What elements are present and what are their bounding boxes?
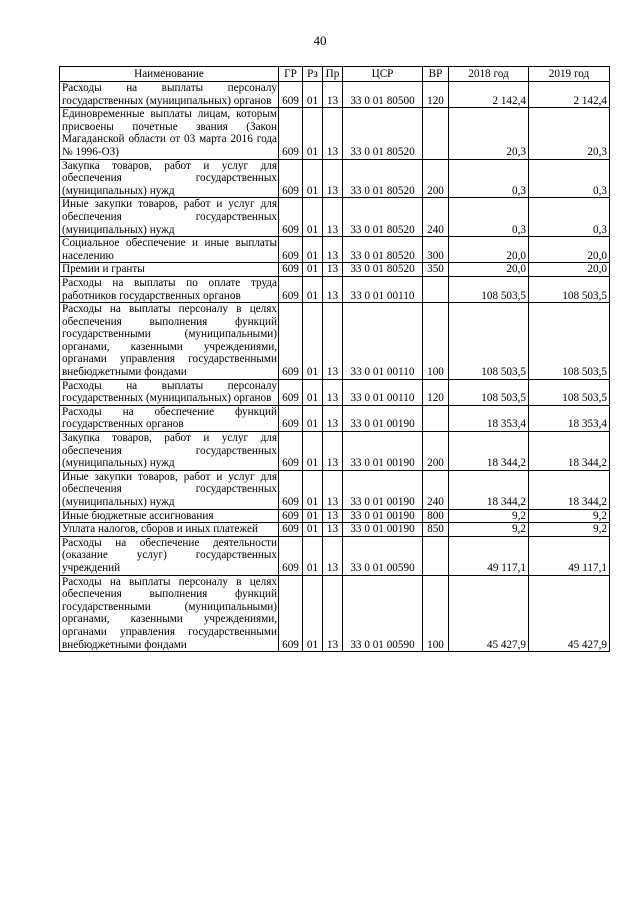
cell-2018: 18 344,2	[449, 432, 529, 471]
cell-2019: 45 427,9	[529, 575, 610, 652]
cell-pr: 13	[323, 509, 343, 523]
cell-vr: 800	[423, 509, 449, 523]
cell-gr: 609	[279, 263, 303, 277]
cell-gr: 609	[279, 575, 303, 652]
table-header-row	[60, 67, 610, 82]
table-row	[60, 523, 610, 537]
cell-csr: 33 0 01 80520	[343, 198, 423, 237]
cell-vr: 850	[423, 523, 449, 537]
table-row	[60, 470, 610, 509]
cell-csr: 33 0 01 00190	[343, 405, 423, 431]
cell-2018: 9,2	[449, 509, 529, 523]
cell-rz: 01	[303, 509, 323, 523]
table-row	[60, 575, 610, 652]
budget-table	[59, 66, 610, 652]
table-row	[60, 536, 610, 575]
table-row	[60, 303, 610, 380]
cell-pr: 13	[323, 432, 343, 471]
cell-name: Премии и гранты	[60, 263, 279, 277]
cell-gr: 609	[279, 303, 303, 380]
cell-csr: 33 0 01 00110	[343, 379, 423, 405]
cell-2018: 108 503,5	[449, 303, 529, 380]
cell-vr	[423, 276, 449, 302]
cell-rz: 01	[303, 108, 323, 159]
cell-pr: 13	[323, 536, 343, 575]
cell-pr: 13	[323, 470, 343, 509]
cell-rz: 01	[303, 379, 323, 405]
cell-csr: 33 0 01 00110	[343, 276, 423, 302]
cell-2019: 2 142,4	[529, 82, 610, 108]
cell-rz: 01	[303, 276, 323, 302]
header-2018: 2018 год	[449, 67, 529, 82]
header-vr: ВР	[423, 67, 449, 82]
cell-gr: 609	[279, 108, 303, 159]
cell-2018: 20,0	[449, 237, 529, 263]
cell-rz: 01	[303, 303, 323, 380]
header-name: Наименование	[60, 67, 279, 82]
cell-vr: 120	[423, 379, 449, 405]
cell-name: Расходы на выплаты по оплате труда работников государственных органов	[60, 276, 279, 302]
cell-2019: 20,0	[529, 263, 610, 277]
cell-gr: 609	[279, 237, 303, 263]
cell-vr: 120	[423, 82, 449, 108]
cell-csr: 33 0 01 00190	[343, 509, 423, 523]
header-pr: Пр	[323, 67, 343, 82]
table-row	[60, 237, 610, 263]
cell-pr: 13	[323, 198, 343, 237]
cell-2019: 0,3	[529, 159, 610, 198]
cell-vr: 200	[423, 159, 449, 198]
cell-pr: 13	[323, 276, 343, 302]
cell-name: Расходы на обеспечение деятельности (оказание услуг) государственных учреждений	[60, 536, 279, 575]
cell-csr: 33 0 01 00190	[343, 470, 423, 509]
cell-rz: 01	[303, 523, 323, 537]
cell-pr: 13	[323, 405, 343, 431]
cell-vr: 200	[423, 432, 449, 471]
cell-gr: 609	[279, 82, 303, 108]
cell-rz: 01	[303, 575, 323, 652]
table-row	[60, 159, 610, 198]
cell-2019: 9,2	[529, 523, 610, 537]
cell-2019: 18 344,2	[529, 432, 610, 471]
cell-name: Единовременные выплаты лицам, которым присвоены почетные звания (Закон Магаданской области от 03 марта 2016 года № 1996-ОЗ)	[60, 108, 279, 159]
table-row	[60, 276, 610, 302]
table-row	[60, 82, 610, 108]
cell-name: Иные закупки товаров, работ и услуг для обеспечения государственных (муниципальных) нужд	[60, 198, 279, 237]
cell-csr: 33 0 01 80520	[343, 263, 423, 277]
cell-2018: 20,0	[449, 263, 529, 277]
cell-rz: 01	[303, 470, 323, 509]
cell-csr: 33 0 01 00110	[343, 303, 423, 380]
cell-gr: 609	[279, 536, 303, 575]
cell-gr: 609	[279, 432, 303, 471]
cell-gr: 609	[279, 405, 303, 431]
cell-csr: 33 0 01 00590	[343, 575, 423, 652]
cell-csr: 33 0 01 00190	[343, 523, 423, 537]
cell-2019: 18 344,2	[529, 470, 610, 509]
cell-2018: 45 427,9	[449, 575, 529, 652]
cell-pr: 13	[323, 237, 343, 263]
cell-name: Расходы на выплаты персоналу государственных (муниципальных) органов	[60, 379, 279, 405]
cell-2019: 18 353,4	[529, 405, 610, 431]
cell-vr: 100	[423, 303, 449, 380]
header-csr: ЦСР	[343, 67, 423, 82]
cell-2018: 0,3	[449, 159, 529, 198]
page-number: 40	[313, 33, 327, 48]
cell-gr: 609	[279, 379, 303, 405]
cell-vr: 240	[423, 470, 449, 509]
cell-gr: 609	[279, 159, 303, 198]
cell-2019: 49 117,1	[529, 536, 610, 575]
cell-vr: 240	[423, 198, 449, 237]
cell-pr: 13	[323, 263, 343, 277]
table-row	[60, 379, 610, 405]
cell-rz: 01	[303, 432, 323, 471]
cell-2018: 20,3	[449, 108, 529, 159]
cell-name: Иные закупки товаров, работ и услуг для обеспечения государственных (муниципальных) нужд	[60, 470, 279, 509]
cell-rz: 01	[303, 159, 323, 198]
header-gr: ГР	[279, 67, 303, 82]
cell-name: Уплата налогов, сборов и иных платежей	[60, 523, 279, 537]
cell-pr: 13	[323, 523, 343, 537]
table-row	[60, 198, 610, 237]
cell-name: Расходы на выплаты персоналу государственных (муниципальных) органов	[60, 82, 279, 108]
cell-pr: 13	[323, 303, 343, 380]
cell-2019: 20,3	[529, 108, 610, 159]
cell-2018: 18 344,2	[449, 470, 529, 509]
cell-vr	[423, 405, 449, 431]
table-row	[60, 108, 610, 159]
cell-pr: 13	[323, 108, 343, 159]
cell-name: Закупка товаров, работ и услуг для обеспечения государственных (муниципальных) нужд	[60, 432, 279, 471]
cell-name: Расходы на выплаты персоналу в целях обеспечения выполнения функций государственными (муниципальными) органами, казенными учреждениями, органами управления государственными внебюджетными фондами	[60, 575, 279, 652]
table-row	[60, 405, 610, 431]
header-rz: Рз	[303, 67, 323, 82]
cell-rz: 01	[303, 263, 323, 277]
cell-rz: 01	[303, 536, 323, 575]
cell-2019: 0,3	[529, 198, 610, 237]
cell-csr: 33 0 01 80520	[343, 237, 423, 263]
cell-rz: 01	[303, 198, 323, 237]
table-row	[60, 263, 610, 277]
cell-rz: 01	[303, 237, 323, 263]
cell-gr: 609	[279, 509, 303, 523]
cell-gr: 609	[279, 523, 303, 537]
cell-2019: 108 503,5	[529, 303, 610, 380]
cell-vr: 300	[423, 237, 449, 263]
cell-vr: 100	[423, 575, 449, 652]
table-row	[60, 509, 610, 523]
cell-gr: 609	[279, 198, 303, 237]
cell-name: Расходы на обеспечение функций государственных органов	[60, 405, 279, 431]
cell-csr: 33 0 01 80500	[343, 82, 423, 108]
cell-name: Социальное обеспечение и иные выплаты населению	[60, 237, 279, 263]
table-row	[60, 432, 610, 471]
cell-2018: 0,3	[449, 198, 529, 237]
cell-2018: 18 353,4	[449, 405, 529, 431]
cell-csr: 33 0 01 00590	[343, 536, 423, 575]
cell-2019: 108 503,5	[529, 379, 610, 405]
cell-pr: 13	[323, 82, 343, 108]
cell-2018: 49 117,1	[449, 536, 529, 575]
cell-gr: 609	[279, 470, 303, 509]
cell-pr: 13	[323, 575, 343, 652]
cell-name: Расходы на выплаты персоналу в целях обеспечения выполнения функций государственными (муниципальными) органами, казенными учреждениями, органами управления государственными внебюджетными фондами	[60, 303, 279, 380]
cell-csr: 33 0 01 00190	[343, 432, 423, 471]
cell-2018: 2 142,4	[449, 82, 529, 108]
cell-pr: 13	[323, 379, 343, 405]
cell-2018: 108 503,5	[449, 379, 529, 405]
cell-2019: 20,0	[529, 237, 610, 263]
cell-2019: 108 503,5	[529, 276, 610, 302]
cell-vr	[423, 536, 449, 575]
cell-vr: 350	[423, 263, 449, 277]
cell-rz: 01	[303, 82, 323, 108]
cell-vr	[423, 108, 449, 159]
cell-name: Иные бюджетные ассигнования	[60, 509, 279, 523]
cell-csr: 33 0 01 80520	[343, 108, 423, 159]
cell-pr: 13	[323, 159, 343, 198]
cell-2019: 9,2	[529, 509, 610, 523]
cell-2018: 9,2	[449, 523, 529, 537]
cell-rz: 01	[303, 405, 323, 431]
header-2019: 2019 год	[529, 67, 610, 82]
cell-2018: 108 503,5	[449, 276, 529, 302]
cell-name: Закупка товаров, работ и услуг для обеспечения государственных (муниципальных) нужд	[60, 159, 279, 198]
cell-gr: 609	[279, 276, 303, 302]
cell-csr: 33 0 01 80520	[343, 159, 423, 198]
